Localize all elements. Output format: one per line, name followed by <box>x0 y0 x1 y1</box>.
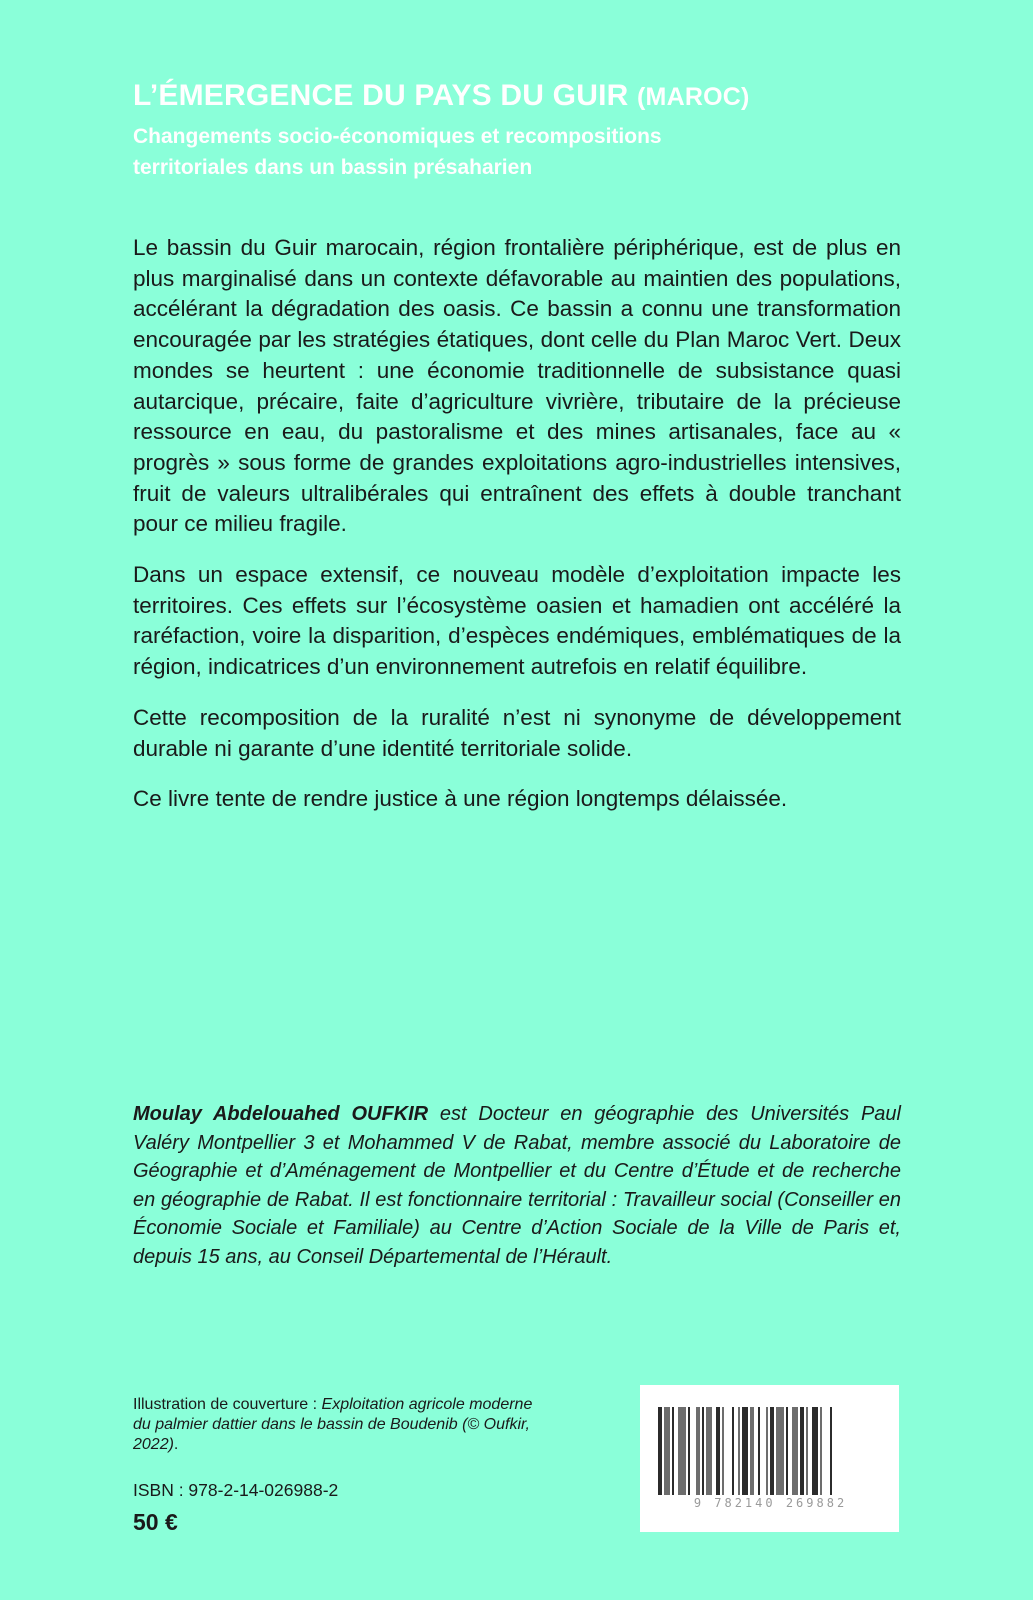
book-title-suffix: (MAROC) <box>637 83 750 111</box>
author-name: Moulay Abdelouahed OUFKIR <box>133 1103 429 1125</box>
cover-credit <box>133 1395 543 1455</box>
barcode-bar <box>806 1407 808 1495</box>
barcode-bar <box>758 1407 760 1495</box>
barcode-digits: 9 782140 269882 <box>693 1496 848 1510</box>
cover-header <box>133 78 893 183</box>
barcode-bar <box>732 1407 734 1495</box>
summary-paragraph: Le bassin du Guir marocain, région frontalière périphérique, est de plus en plus marginalisé dans un contexte défavorable au maintien des populations, accélérant la dégradation des oasis. Ce bassin a connu une transformation encouragée par les stratégies étatiques, dont celle du Plan Maroc Vert. Deux mondes se heurtent : une économie traditionnelle de subsistance quasi autarcique, précaire, faite d’agriculture vivrière, tributaire de la précieuse ressource en eau, du pastoralisme et des mines artisanales, face au « progrès » sous forme de grandes exploitations agro-industrielles intensives, fruit de valeurs ultralibérales qui entraînent des effets à double tranchant pour ce milieu fragile. <box>133 235 901 537</box>
barcode-bar <box>722 1407 724 1495</box>
barcode-bar <box>742 1407 748 1495</box>
cover-credit-end: . <box>173 1436 179 1453</box>
barcode-bars <box>658 1407 883 1495</box>
barcode-bar <box>800 1407 804 1495</box>
summary-paragraph: Dans un espace extensif, ce nouveau modèle d’exploitation impacte les territoires. Ces effets sur l’écosystème oasien et hamadien ont accéléré la raréfaction, voire la disparition, d’espèces endémiques, emblématiques de la région, indicatrices d’un environnement autrefois en relatif équilibre. <box>133 562 901 680</box>
barcode-bar <box>830 1407 832 1495</box>
barcode-bar <box>770 1407 774 1495</box>
book-title <box>133 78 893 115</box>
book-summary <box>133 233 901 835</box>
barcode-bar <box>750 1407 754 1495</box>
summary-paragraph: Cette recomposition de la ruralité n’est ni synonyme de développement durable ni garante d’une identité territoriale solide. <box>133 704 901 761</box>
barcode-bar <box>776 1407 784 1495</box>
author-bio <box>133 1100 901 1271</box>
barcode-bar <box>664 1407 670 1495</box>
book-subtitle-line-2: territoriales dans un bassin présaharien <box>133 156 533 179</box>
barcode-bar <box>792 1407 798 1495</box>
barcode-bar <box>702 1407 704 1495</box>
book-subtitle-line-1: Changements socio-économiques et recompositions <box>133 125 662 148</box>
barcode-bar <box>766 1407 768 1495</box>
barcode-bar <box>786 1407 788 1495</box>
isbn: ISBN : 978-2-14-026988-2 <box>133 1480 339 1500</box>
barcode-bar <box>688 1407 690 1495</box>
barcode-bar <box>696 1407 700 1495</box>
summary-paragraph: Ce livre tente de rendre justice à une région longtemps délaissée. <box>133 786 788 812</box>
barcode-bar <box>738 1407 740 1495</box>
author-bio-text: est Docteur en géographie des Universités Paul Valéry Montpellier 3 et Mohammed V de Rabat, membre associé du Laboratoire de Géographie et d’Aménagement de Montpellier et du Centre d’Étude et de recherche en géographie de Rabat. Il est fonctionnaire territorial : Travailleur social (Conseiller en Économie Sociale et Familiale) au Centre d’Action Sociale de la Ville de Paris et, depuis 15 ans, au Conseil Départemental de l’Hérault. <box>133 1103 901 1268</box>
barcode-bar <box>706 1407 712 1495</box>
barcode <box>640 1385 899 1532</box>
barcode-bar <box>672 1407 674 1495</box>
barcode-bar <box>812 1407 818 1495</box>
cover-credit-text: Exploitation agricole moderne du palmier dattier dans le bassin de Boudenib (© Oufkir, 2022) <box>133 1396 533 1453</box>
cover-credit-label: Illustration de couverture : <box>133 1396 322 1413</box>
barcode-bar <box>820 1407 822 1495</box>
price: 50 € <box>133 1509 178 1535</box>
book-subtitle <box>133 121 893 183</box>
barcode-bar <box>678 1407 686 1495</box>
book-title-main: L’ÉMERGENCE DU PAYS DU GUIR <box>133 79 629 112</box>
barcode-bar <box>716 1407 720 1495</box>
barcode-bar <box>658 1407 662 1495</box>
